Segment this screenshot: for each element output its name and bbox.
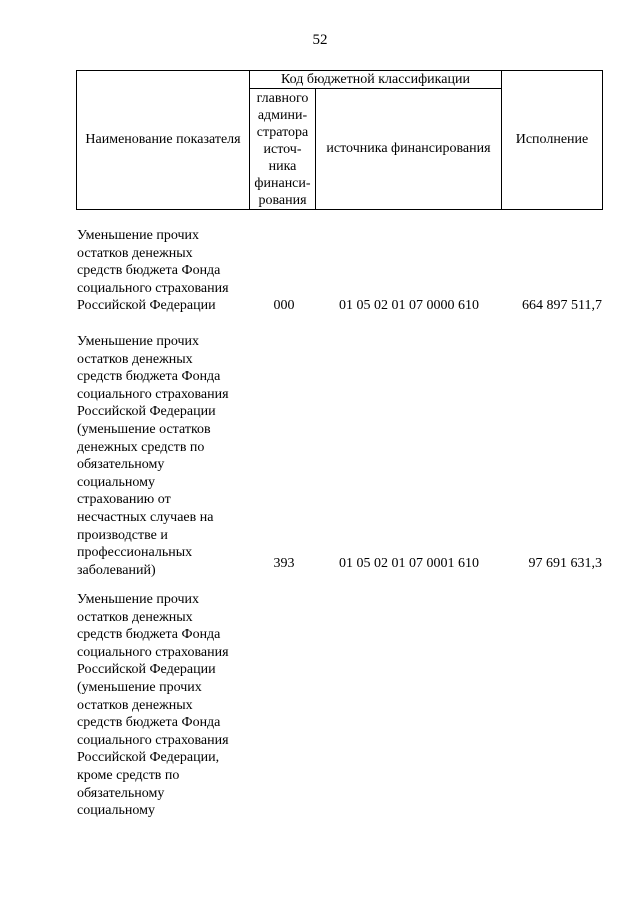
header-source-label: источника финансирования — [326, 141, 491, 156]
table-row — [0, 333, 640, 578]
page-number: 52 — [312, 32, 328, 48]
header-execution-column — [501, 70, 603, 210]
row-indicator-name: Уменьшение прочих остатков денежных средств бюджета Фонда социального страхования Российской Федерации — [77, 228, 229, 314]
row-indicator-name: Уменьшение прочих остатков денежных средств бюджета Фонда социального страхования Российской Федерации (уменьшение остатков денежных средств по обязательному социальному страхованию от несчастных случаев на производстве и профессиональных заболеваний) — [77, 334, 229, 578]
table-row — [0, 591, 640, 819]
header-name-label: Наименование показателя — [85, 132, 241, 147]
header-code-label: Код бюджетной классификации — [281, 71, 470, 87]
header-admin-line: ника — [268, 158, 297, 174]
row-admin-code: 393 — [273, 556, 295, 572]
header-execution-label: Исполнение — [515, 132, 589, 147]
table-row — [0, 227, 640, 315]
header-code-group — [249, 70, 502, 89]
header-admin-line: стратора — [256, 124, 309, 140]
row-execution-amount: 97 691 631,3 — [528, 556, 602, 572]
header-admin-line: админи- — [257, 107, 308, 123]
row-admin-code: 000 — [273, 298, 295, 314]
header-name-column — [76, 70, 250, 210]
row-execution-amount: 664 897 511,7 — [522, 298, 602, 314]
row-indicator-name: Уменьшение прочих остатков денежных средств бюджета Фонда социального страхования Российской Федерации (уменьшение прочих остатков денежных средств бюджета Фонда социального страхования Российской Федерации, кроме средств по обязательному социальному — [77, 592, 229, 819]
header-admin-line: источ- — [263, 141, 302, 157]
header-admin-column — [249, 88, 316, 210]
header-source-column — [315, 88, 502, 210]
row-source-code: 01 05 02 01 07 0001 610 — [339, 556, 479, 572]
header-admin-line: главного — [256, 90, 309, 106]
header-admin-line: финанси- — [254, 175, 311, 191]
header-admin-line: рования — [258, 192, 307, 208]
row-source-code: 01 05 02 01 07 0000 610 — [339, 298, 479, 314]
